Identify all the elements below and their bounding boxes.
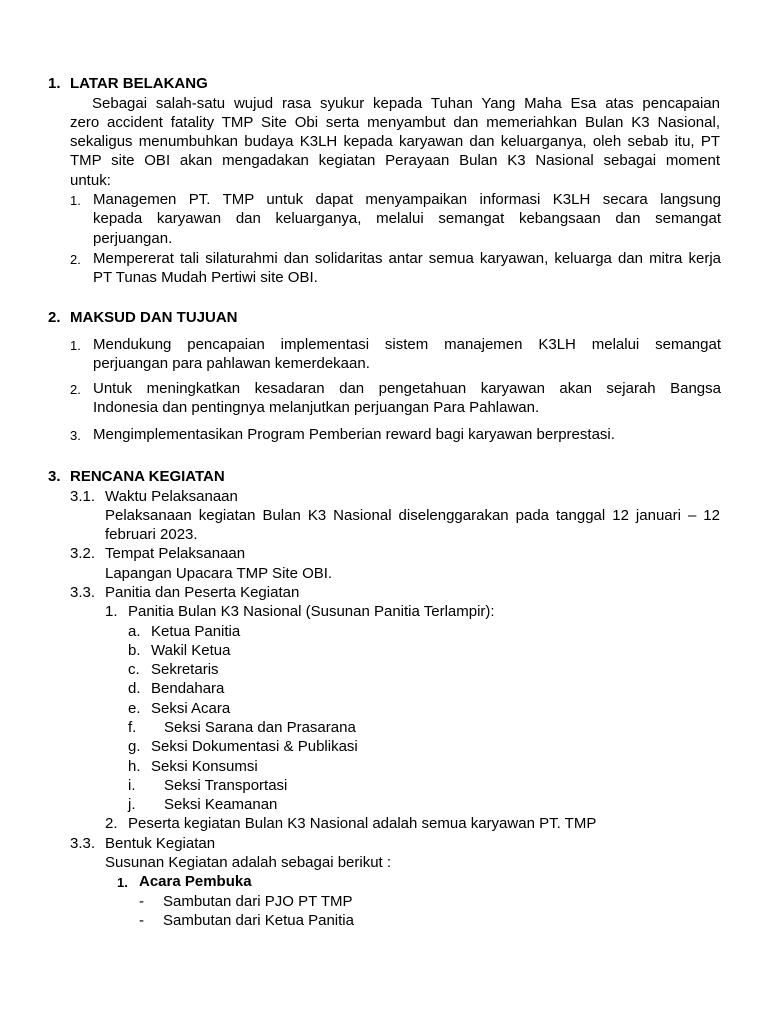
panitia-item: Seksi Acara <box>151 699 231 717</box>
panitia-item: Ketua Panitia <box>151 622 241 640</box>
list-item-line: Mengimplementasikan Program Pemberian reward bagi karyawan berprestasi. <box>93 426 615 443</box>
letter-marker: f. <box>128 719 137 736</box>
list-item-number: 3. <box>70 428 81 443</box>
subsection-number: 3.3. <box>70 584 96 601</box>
list-item-line: PT Tunas Mudah Pertiwi site OBI. <box>93 269 318 287</box>
section-1-title: LATAR BELAKANG <box>70 75 208 92</box>
subsection-title: Tempat Pelaksanaan <box>105 545 246 562</box>
subsection-title: Bentuk Kegiatan <box>105 834 216 852</box>
panitia-item: Wakil Ketua <box>151 642 231 659</box>
section-3-title: RENCANA KEGIATAN <box>70 468 225 485</box>
list-item-text: Panitia Bulan K3 Nasional (Susunan Panitia Terlampir): <box>128 603 495 620</box>
acara-item: Sambutan dari PJO PT TMP <box>163 893 353 910</box>
paragraph-line: sekaligus menumbuhkan budaya K3LH kepada karyawan dan keluarganya, oleh sebab itu, PT <box>70 133 720 151</box>
list-item-number: 2. <box>105 815 118 832</box>
section-2-item-1 <box>93 335 721 374</box>
letter-marker: a. <box>128 622 141 640</box>
subsection-intro: Susunan Kegiatan adalah sebagai berikut : <box>105 854 392 871</box>
list-item-number: 2. <box>70 252 81 267</box>
section-2-number: 2. <box>48 309 61 326</box>
list-item-line: Managemen PT. TMP untuk dapat menyampaikan informasi K3LH secara langsung <box>93 191 721 208</box>
letter-marker: c. <box>128 661 140 678</box>
letter-marker: j. <box>128 796 136 813</box>
dash-marker: - <box>139 893 144 910</box>
list-item-number: 1. <box>105 603 118 620</box>
panitia-item: Seksi Dokumentasi & Publikasi <box>151 738 358 755</box>
paragraph-line: untuk: <box>70 171 111 189</box>
list-item-line: Mendukung pencapaian implementasi sistem manajemen K3LH melalui semangat <box>93 336 721 353</box>
section-2-item-2 <box>93 379 721 418</box>
list-item-line: Untuk meningkatkan kesadaran dan pengetahuan karyawan akan sejarah Bangsa <box>93 380 721 397</box>
list-item-line: Indonesia dan pentingnya melanjutkan perjuangan Para Pahlawan. <box>93 399 540 417</box>
section-1-number: 1. <box>48 75 61 92</box>
panitia-item: Seksi Keamanan <box>164 796 278 813</box>
panitia-item: Seksi Sarana dan Prasarana <box>164 719 356 736</box>
section-1-paragraph <box>70 94 720 190</box>
section-1-item-1 <box>93 190 721 248</box>
letter-marker: i. <box>128 776 136 794</box>
subsection-number: 3.2. <box>70 545 96 562</box>
subsection-3-1-text <box>105 506 720 545</box>
panitia-item: Bendahara <box>151 680 225 697</box>
list-item-number: 1. <box>70 193 81 208</box>
paragraph-line: februari 2023. <box>105 526 198 544</box>
list-item-number: 2. <box>70 382 81 397</box>
dash-marker: - <box>139 912 144 929</box>
list-item-number: 1. <box>117 875 128 890</box>
panitia-item: Seksi Konsumsi <box>151 757 258 775</box>
subsection-title: Panitia dan Peserta Kegiatan <box>105 584 300 601</box>
letter-marker: e. <box>128 699 141 717</box>
letter-marker: g. <box>128 738 141 755</box>
paragraph-line: TMP site OBI akan mengadakan kegiatan Perayaan Bulan K3 Nasional sebagai moment <box>70 152 720 170</box>
acara-item: Sambutan dari Ketua Panitia <box>163 912 354 929</box>
letter-marker: d. <box>128 680 141 697</box>
subsection-number: 3.3. <box>70 834 96 852</box>
list-item-line: kepada karyawan dan keluarganya, melalui semangat kebangsaan dan semangat <box>93 210 721 228</box>
list-item-text: Peserta kegiatan Bulan K3 Nasional adalah semua karyawan PT. TMP <box>128 815 597 832</box>
paragraph-line: Pelaksanaan kegiatan Bulan K3 Nasional diselenggarakan pada tanggal 12 januari – 12 <box>105 507 720 524</box>
paragraph-line: Sebagai salah-satu wujud rasa syukur kepada Tuhan Yang Maha Esa atas pencapaian <box>92 94 720 112</box>
list-item-number: 1. <box>70 338 81 353</box>
letter-marker: h. <box>128 757 141 775</box>
section-3-number: 3. <box>48 468 61 485</box>
subsection-title: Waktu Pelaksanaan <box>105 487 238 505</box>
panitia-item: Sekretaris <box>151 661 219 678</box>
acara-title: Acara Pembuka <box>139 873 252 890</box>
section-2-title: MAKSUD DAN TUJUAN <box>70 309 238 326</box>
list-item-line: Mempererat tali silaturahmi dan solidaritas antar semua karyawan, keluarga dan mitra kerja <box>93 250 721 267</box>
section-2-item-3 <box>93 425 721 444</box>
paragraph-line: zero accident fatality TMP Site Obi serta menyambut dan memeriahkan Bulan K3 Nasional, <box>70 113 720 131</box>
panitia-item: Seksi Transportasi <box>164 776 288 794</box>
subsection-number: 3.1. <box>70 487 96 505</box>
subsection-3-2-text: Lapangan Upacara TMP Site OBI. <box>105 564 333 582</box>
letter-marker: b. <box>128 642 141 659</box>
section-1-item-2 <box>93 249 721 288</box>
list-item-line: perjuangan. <box>93 229 173 247</box>
list-item-line: perjuangan para pahlawan kemerdekaan. <box>93 355 370 373</box>
